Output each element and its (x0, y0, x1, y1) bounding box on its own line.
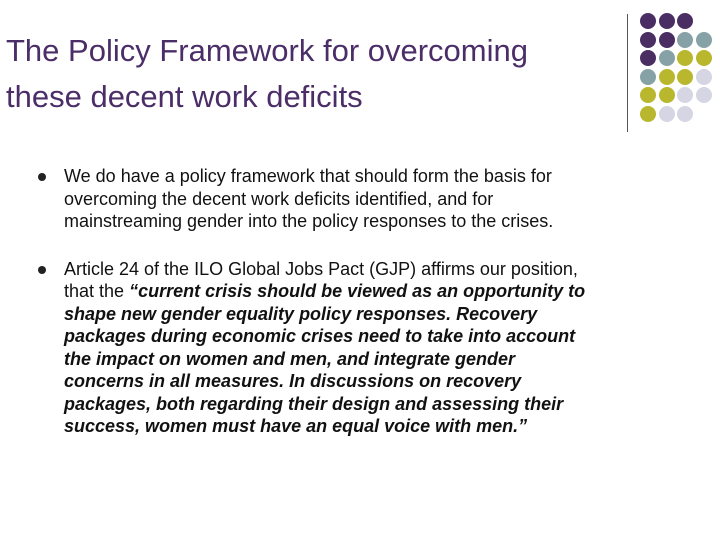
decorative-dot (640, 69, 656, 85)
decorative-dot (659, 69, 675, 85)
quote-text: concerns in all measures. In discussions on recovery (64, 371, 522, 391)
bullet-line: overcoming the decent work deficits identified, and for (64, 188, 494, 209)
decorative-dot (659, 32, 675, 48)
decorative-dot (640, 13, 656, 29)
bullet-lead-text: that the (64, 281, 130, 301)
decorative-dot (677, 106, 693, 122)
decorative-dot (659, 13, 675, 29)
bullet-line (64, 280, 688, 303)
bullet-text (64, 165, 688, 233)
quote-text: “current crisis should be viewed as an opportunity to (129, 281, 586, 301)
bullet-marker (38, 173, 46, 181)
bullet-list (38, 165, 688, 438)
decorative-dot (640, 106, 656, 122)
quote-text: packages during economic crises need to take into account (64, 326, 576, 346)
decorative-dot (659, 50, 675, 66)
bullet-item (38, 258, 688, 438)
bullet-text (64, 258, 688, 438)
decorative-dot (677, 50, 693, 66)
decorative-dot (659, 106, 675, 122)
quote-text: the impact on women and men, and integrate gender (64, 348, 516, 369)
decorative-dot (696, 32, 712, 48)
decorative-dot (677, 87, 693, 103)
decorative-dot (677, 32, 693, 48)
bullet-item (38, 165, 688, 233)
decorative-dot (640, 32, 656, 48)
decorative-dot-grid (0, 0, 720, 150)
quote-text: packages, both regarding their design and assessing their (64, 393, 564, 414)
decorative-dot (677, 13, 693, 29)
decorative-dot (696, 69, 712, 85)
title-line-2: these decent work deficits (6, 79, 363, 114)
quote-text: shape new gender equality policy responses. Recovery (64, 303, 538, 324)
title-line-1: The Policy Framework for overcoming (6, 33, 528, 68)
decorative-dot (640, 50, 656, 66)
bullet-line: We do have a policy framework that should form the basis for (64, 166, 552, 186)
decorative-dot (696, 87, 712, 103)
decorative-dot (659, 87, 675, 103)
bullet-line: mainstreaming gender into the policy responses to the crises. (64, 211, 554, 231)
decorative-dot (640, 87, 656, 103)
decorative-dot (696, 50, 712, 66)
decorative-dot (677, 69, 693, 85)
bullet-marker (38, 266, 46, 274)
bullet-line: Article 24 of the ILO Global Jobs Pact (GJP) affirms our position, (64, 258, 578, 279)
quote-text: success, women must have an equal voice with men.” (64, 416, 528, 436)
